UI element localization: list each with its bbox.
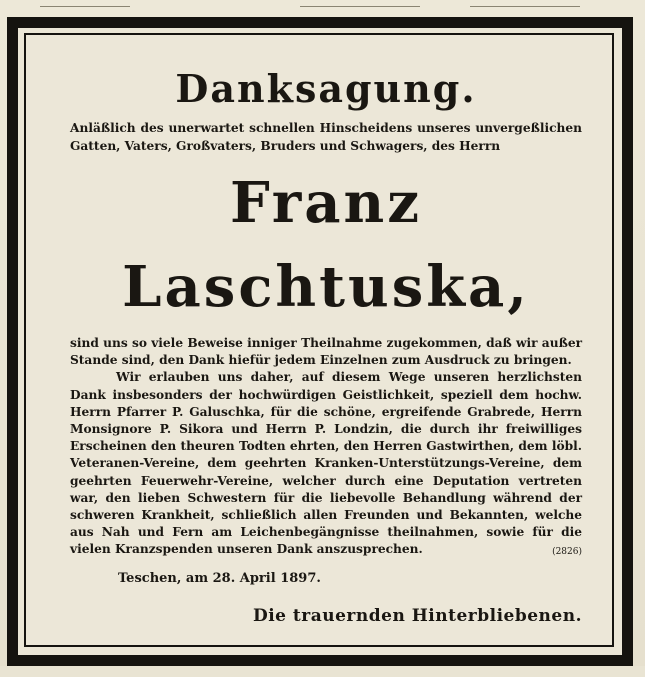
bottom-margin xyxy=(0,666,645,677)
place-and-date: Teschen, am 28. April 1897. xyxy=(118,570,321,586)
fragment-line xyxy=(470,6,580,7)
intro-text: Anläßlich des unerwartet schnellen Hinscheidens unseres unvergeßlichen Gatten, Vaters, Großvaters, Bruders und Schwagers, des Herrn xyxy=(70,121,582,153)
fragment-line xyxy=(300,6,420,7)
notice-heading: Danksagung. xyxy=(175,66,477,111)
notice-body xyxy=(70,55,582,627)
reference-number: (2826) xyxy=(552,547,582,558)
paragraph-acknowledgements xyxy=(70,369,582,558)
paragraph-thanks: sind uns so viele Beweise inniger Theilnahme zugekommen, daß wir außer Stande sind, den Dank hiefür jedem Einzelnen zum Ausdruck zu bringen. xyxy=(70,336,582,368)
top-page-fragment xyxy=(0,0,645,18)
deceased-name: Franz Laschtuska, xyxy=(122,170,530,320)
fragment-line xyxy=(40,6,130,7)
acknowledgements-text: Wir erlauben uns daher, auf diesem Wege unseren herzlichsten Dank insbesonders der hochwürdigen Geistlichkeit, speziell dem hochw. Herrn Pfarrer P. Galuschka, für die schöne, ergreifende Grabrede, Herrn Monsignore P. Sikora und Herrn P. Londzin, die durch ihr freiwilliges Erscheinen den theuren Todten ehrten, den Herren Gastwirthen, dem löbl. Veteranen-Vereine, dem geehrten Kranken-Unterstützungs-Vereine, dem geehrten Feuerwehr-Vereine, welcher durch eine Deputation vertreten war, den lieben Schwestern für die liebevolle Behandlung während der schweren Krankheit, schließlich allen Freunden und Bekannten, welche aus Nah und Fern am Leichenbegängnisse theilnahmen, sowie für die vielen Kranzspenden unseren Dank anszusprechen. xyxy=(70,370,582,557)
signature: Die trauernden Hinterbliebenen. xyxy=(252,605,582,626)
